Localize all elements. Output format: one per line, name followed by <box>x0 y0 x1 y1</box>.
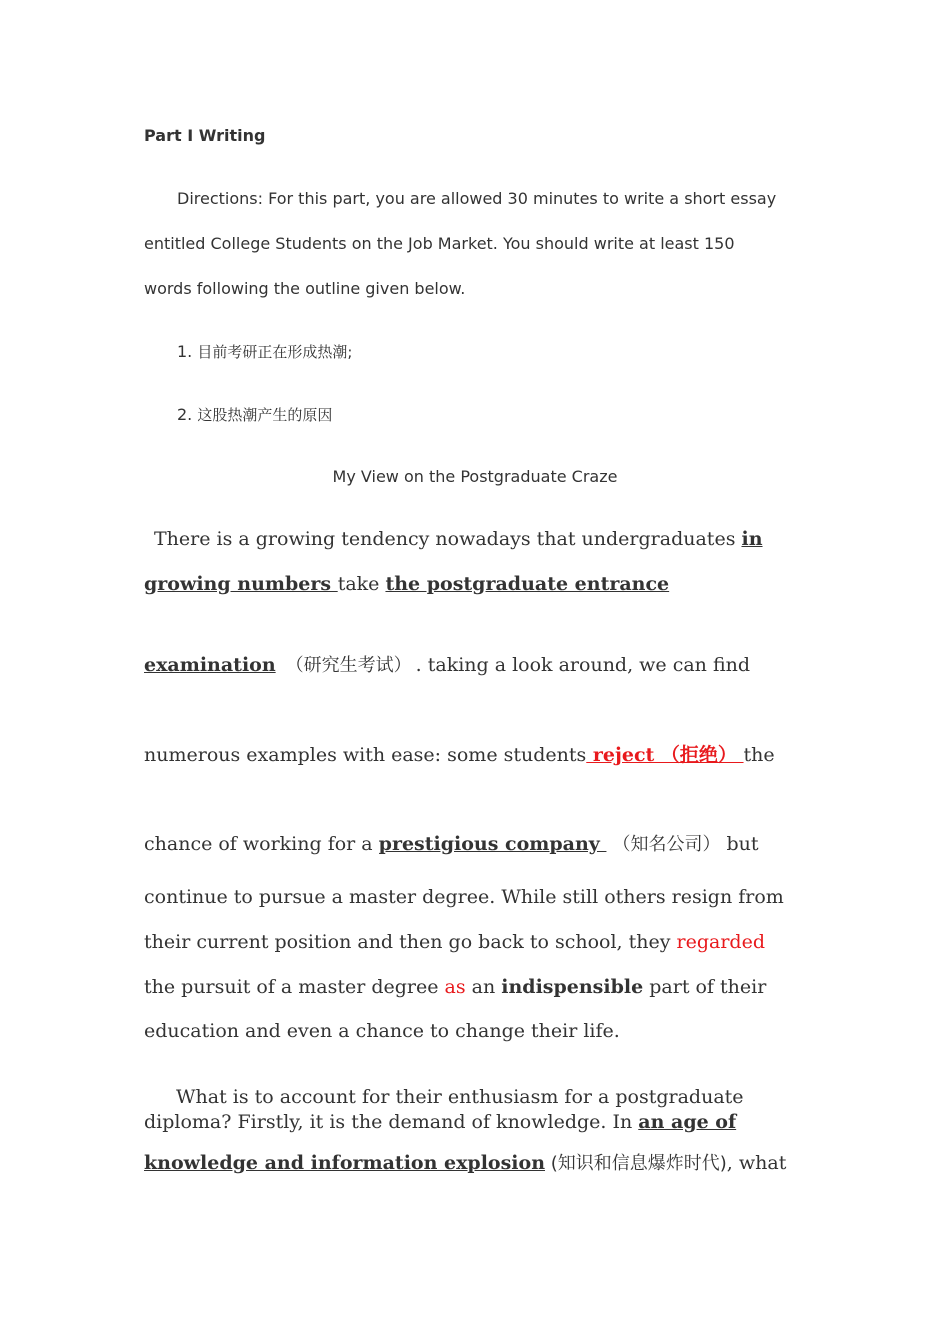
para1-text: the <box>743 744 775 766</box>
para1-chinese-gloss: （研究生考试） <box>285 655 412 676</box>
para1-red-word: as <box>444 976 466 998</box>
para1-text: an <box>465 976 502 998</box>
para1-line-8 <box>144 976 766 998</box>
outline-item-2-number: 2. <box>177 405 193 424</box>
para1-line-6: continue to pursue a master degree. While still others resign from <box>144 886 784 908</box>
para1-line-2 <box>144 573 669 595</box>
para1-text: take <box>337 573 386 595</box>
para1-text: the pursuit of a master degree <box>144 976 445 998</box>
para2-underlined-phrase: an age of <box>638 1111 737 1133</box>
para2-line-3 <box>144 1149 786 1175</box>
para1-text: part of their <box>643 976 767 998</box>
para2-line-1: What is to account for their enthusiasm for a postgraduate <box>176 1086 744 1108</box>
para2-line-2 <box>144 1111 736 1133</box>
para1-text: their current position and then go back to school, they <box>144 931 677 953</box>
outline-item-1-number: 1. <box>177 342 193 361</box>
essay-title: My View on the Postgraduate Craze <box>332 467 618 486</box>
para2-chinese-gloss: (知识和信息爆炸时代) <box>545 1153 727 1174</box>
para1-red-underlined-phrase: reject （拒绝） <box>586 744 744 766</box>
para1-bold-word: indispensible <box>501 976 644 998</box>
para1-underlined-phrase: prestigious company <box>378 833 607 855</box>
para1-line-1 <box>154 528 763 550</box>
para1-text: chance of working for a <box>144 833 379 855</box>
directions-line-3: words following the outline given below. <box>144 279 466 298</box>
outline-item-1 <box>177 341 352 362</box>
para2-text: diploma? Firstly, it is the demand of knowledge. In <box>144 1111 639 1133</box>
para1-text: There is a growing tendency nowadays that undergraduates <box>154 528 742 550</box>
para1-line-5 <box>144 830 759 856</box>
para2-text: , what <box>726 1152 787 1174</box>
para1-line-9: education and even a chance to change their life. <box>144 1020 620 1042</box>
outline-item-2 <box>177 404 332 425</box>
directions-line-2: entitled College Students on the Job Market. You should write at least 150 <box>144 234 735 253</box>
para1-underlined-phrase: the postgraduate entrance <box>385 573 670 595</box>
para1-chinese-gloss: （知名公司） <box>612 834 721 855</box>
para1-line-7 <box>144 931 765 953</box>
para1-red-word: regarded <box>676 931 765 953</box>
para1-text: but <box>720 833 759 855</box>
para1-text: numerous examples with ease: some students <box>144 744 587 766</box>
outline-item-1-text: 目前考研正在形成热潮; <box>197 343 353 361</box>
section-heading: Part I Writing <box>144 126 266 145</box>
directions-line-1: Directions: For this part, you are allowed 30 minutes to write a short essay <box>177 189 777 208</box>
para1-line-4 <box>144 740 775 767</box>
para1-text: . taking a look around, we can find <box>415 654 751 676</box>
para2-underlined-phrase: knowledge and information explosion <box>144 1152 546 1174</box>
para1-underlined-phrase: examination <box>144 654 276 676</box>
para1-underlined-phrase: in <box>741 528 763 550</box>
para1-line-3 <box>144 651 750 677</box>
outline-item-2-text: 这股热潮产生的原因 <box>197 406 333 424</box>
para1-underlined-phrase: growing numbers <box>144 573 338 595</box>
